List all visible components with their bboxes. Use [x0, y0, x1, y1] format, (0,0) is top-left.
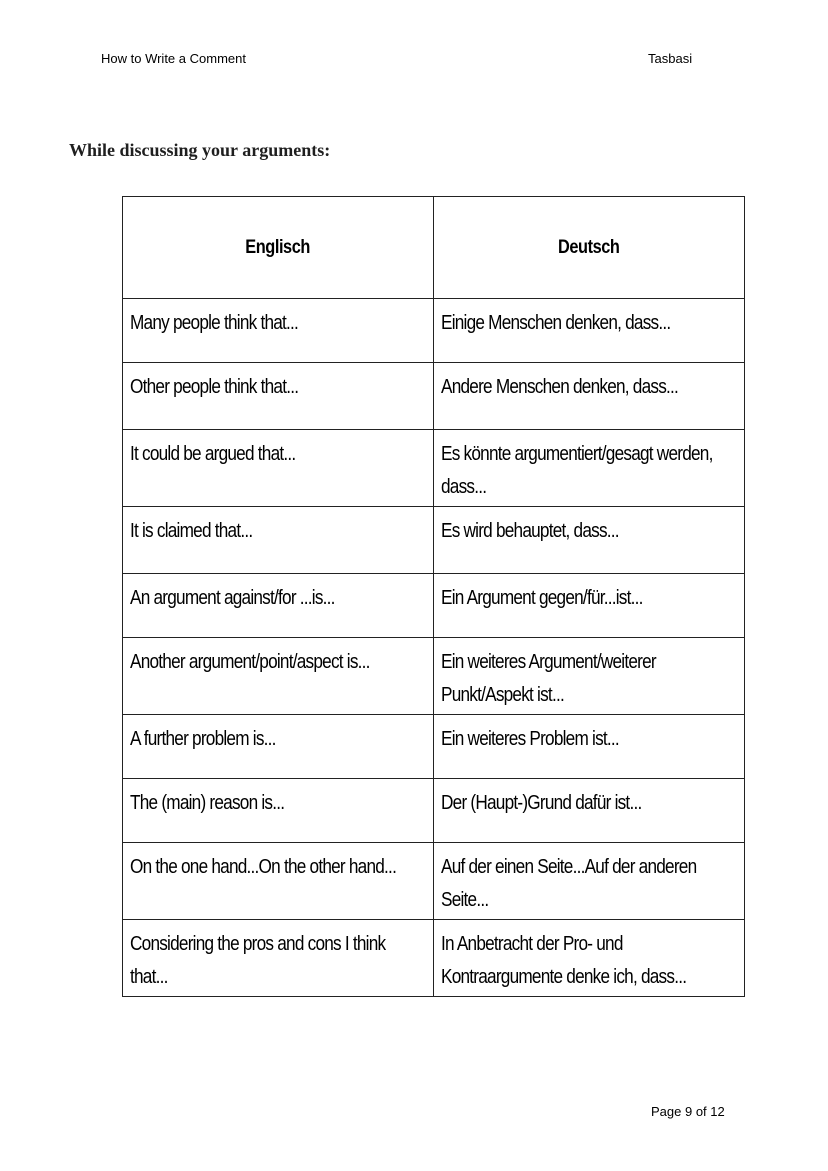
- phrase-table-container: [122, 196, 744, 997]
- table-row: [123, 574, 745, 638]
- cell-german: Andere Menschen denken, dass...: [434, 363, 745, 430]
- table-row: [123, 430, 745, 507]
- cell-english: A further problem is...: [123, 715, 434, 779]
- cell-english: Other people think that...: [123, 363, 434, 430]
- table-row: [123, 715, 745, 779]
- cell-english: It is claimed that...: [123, 507, 434, 574]
- table-row: [123, 638, 745, 715]
- table-row: [123, 920, 745, 997]
- table-row: [123, 363, 745, 430]
- page-number: Page 9 of 12: [651, 1104, 725, 1119]
- cell-english: An argument against/for ...is...: [123, 574, 434, 638]
- cell-german: Ein weiteres Argument/weiterer Punkt/Aspekt ist...: [434, 638, 745, 715]
- running-header-title: How to Write a Comment: [101, 51, 246, 66]
- table-row: [123, 779, 745, 843]
- running-header-author: Tasbasi: [648, 51, 693, 66]
- cell-english: It could be argued that...: [123, 430, 434, 507]
- table-row: [123, 843, 745, 920]
- cell-english: On the one hand...On the other hand...: [123, 843, 434, 920]
- table-header-row: [123, 197, 745, 299]
- cell-english: Another argument/point/aspect is...: [123, 638, 434, 715]
- cell-german: Es könnte argumentiert/gesagt werden, dass...: [434, 430, 745, 507]
- cell-german: Der (Haupt-)Grund dafür ist...: [434, 779, 745, 843]
- section-heading: While discussing your arguments:: [69, 140, 331, 160]
- phrase-table: [122, 196, 745, 997]
- column-header-english: Englisch: [123, 197, 434, 299]
- cell-german: In Anbetracht der Pro- und Kontraargumente denke ich, dass...: [434, 920, 745, 997]
- column-header-german: Deutsch: [434, 197, 745, 299]
- cell-german: Einige Menschen denken, dass...: [434, 299, 745, 363]
- table-row: [123, 299, 745, 363]
- cell-german: Ein weiteres Problem ist...: [434, 715, 745, 779]
- cell-german: Auf der einen Seite...Auf der anderen Seite...: [434, 843, 745, 920]
- cell-german: Ein Argument gegen/für...ist...: [434, 574, 745, 638]
- table-row: [123, 507, 745, 574]
- cell-english: Considering the pros and cons I think that...: [123, 920, 434, 997]
- cell-english: Many people think that...: [123, 299, 434, 363]
- cell-german: Es wird behauptet, dass...: [434, 507, 745, 574]
- cell-english: The (main) reason is...: [123, 779, 434, 843]
